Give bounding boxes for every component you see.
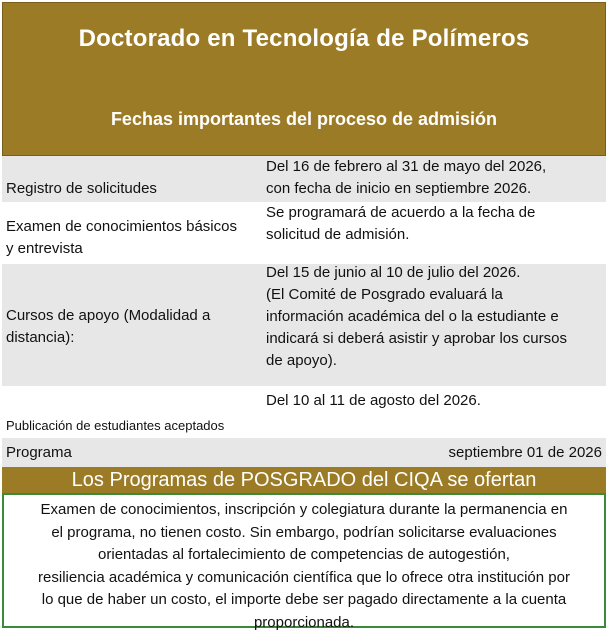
row-value-line: Se programará de acuerdo a la fecha de [266, 202, 604, 224]
row-value-line: de apoyo). [266, 350, 604, 372]
notice-line: lo que de haber un costo, el importe debe ser pagado directamente a la cuenta [6, 589, 602, 612]
row-value-line: Del 16 de febrero al 31 de mayo del 2026, [266, 156, 604, 178]
row-value-examen [266, 202, 604, 246]
posgrado-banner: Los Programas de POSGRADO del CIQA se ofertan [2, 467, 606, 493]
row-value-line: con fecha de inicio en septiembre 2026. [266, 178, 604, 200]
notice-line: proporcionada. [6, 612, 602, 634]
row-value-cursos [266, 262, 604, 372]
row-value-line: solicitud de admisión. [266, 224, 604, 246]
notice-line: el programa, no tienen costo. Sin embargo, podrían solicitarse evaluaciones [6, 522, 602, 545]
row-label-line: y entrevista [6, 238, 237, 260]
row-value-line: Del 15 de junio al 10 de julio del 2026. [266, 262, 604, 284]
row-label-line: Examen de conocimientos básicos [6, 216, 237, 238]
row-label-examen [6, 216, 237, 260]
row-label-registro: Registro de solicitudes [6, 178, 157, 200]
row-value-line: información académica del o la estudiante e [266, 306, 604, 328]
row-label-publicacion: Publicación de estudiantes aceptados [6, 417, 224, 435]
notice-line: resiliencia académica y comunicación científica que lo ofrece otra institución por [6, 567, 602, 590]
row-label-programa: Programa [6, 442, 72, 464]
row-value-line: indicará si deberá asistir y aprobar los cursos [266, 328, 604, 350]
row-label-line: Cursos de apoyo (Modalidad a [6, 305, 210, 327]
page-title: Doctorado en Tecnología de Polímeros [3, 25, 605, 53]
row-value-line: (El Comité de Posgrado evaluará la [266, 284, 604, 306]
row-label-line: distancia): [6, 327, 210, 349]
row-registro [2, 156, 606, 202]
header-panel [2, 2, 606, 156]
row-value-programa: septiembre 01 de 2026 [449, 442, 602, 464]
notice-line: Examen de conocimientos, inscripción y colegiatura durante la permanencia en [6, 499, 602, 522]
row-cursos [2, 264, 606, 386]
admission-dates-card [2, 2, 606, 628]
row-programa [2, 438, 606, 467]
row-examen [2, 202, 606, 264]
row-publicacion [2, 386, 606, 438]
row-label-cursos [6, 305, 210, 349]
page-subtitle: Fechas importantes del proceso de admisión [3, 109, 605, 130]
row-value-registro [266, 156, 604, 200]
notice-line: orientadas al fortalecimiento de competencias de autogestión, [6, 544, 602, 567]
row-value-publicacion: Del 10 al 11 de agosto del 2026. [266, 390, 604, 412]
cost-notice [2, 493, 606, 628]
